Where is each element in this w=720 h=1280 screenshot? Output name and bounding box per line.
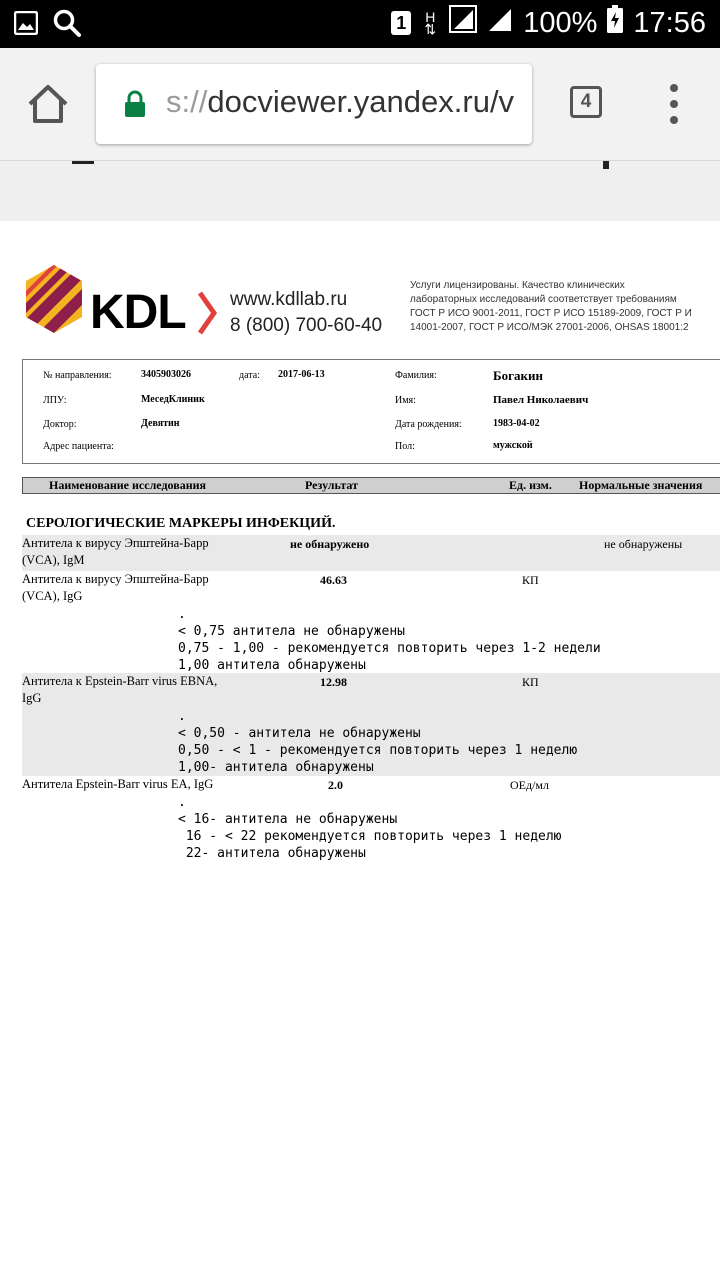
- test-result: 12.98: [320, 675, 347, 689]
- browser-toolbar: [0, 48, 720, 161]
- test-name: Антитела Epstein-Barr virus EA, IgG: [22, 777, 214, 791]
- chevron-icon: [196, 291, 218, 335]
- test-unit: КП: [522, 573, 539, 587]
- document-page: [0, 221, 720, 1280]
- lab-website: www.kdllab.ru: [230, 289, 348, 310]
- clock: 17:56: [633, 6, 706, 39]
- lpu-value: МеседКлиник: [141, 394, 205, 405]
- surname-label: Фамилия:: [395, 370, 437, 381]
- home-button[interactable]: [24, 80, 72, 128]
- first-name-value: Павел Николаевич: [493, 394, 589, 406]
- birth-date-value: 1983-04-02: [493, 418, 540, 429]
- birth-date-label: Дата рождения:: [395, 419, 462, 430]
- battery-icon: [607, 5, 623, 41]
- test-result: 46.63: [320, 573, 347, 587]
- column-result: Результат: [305, 478, 359, 492]
- table-row: [22, 535, 720, 571]
- overflow-menu-button[interactable]: [664, 84, 684, 124]
- address-bar[interactable]: [96, 64, 532, 144]
- gallery-icon: [14, 11, 38, 39]
- test-result: не обнаружено: [290, 537, 370, 551]
- certification-text: Услуги лицензированы. Качество клинических лабораторных исследований соответствует требованиям ГОСТ Р ИСО 9001-2011, ГОСТ Р ИСО 15189-2009, ГОСТ Р И 14001-2007, ГОСТ Р ИСО/МЭК 27001-2006, OHSAS 18001:2: [410, 280, 692, 333]
- test-name: Антитела к вирусу Эпштейна-Барр (VCA), IgG: [22, 572, 209, 603]
- sim-badge: 1: [391, 11, 411, 35]
- results-table-header: [22, 477, 720, 494]
- referral-value: 3405903026: [141, 369, 191, 380]
- test-name: Антитела к Epstein-Barr virus EBNA, IgG: [22, 674, 218, 705]
- lock-icon: [124, 90, 146, 118]
- sex-label: Пол:: [395, 441, 415, 452]
- network-type-icon: H ⇅: [424, 9, 437, 37]
- reference-ranges: . < 0,75 антитела не обнаружены 0,75 - 1,00 - рекомендуется повторить через 1-2 недели 1,00 антитела обнаружены: [178, 607, 601, 673]
- signal-icon-2: [487, 5, 513, 41]
- test-unit: КП: [522, 675, 539, 689]
- test-unit: ОЕд/мл: [510, 778, 550, 792]
- date-value: 2017-06-13: [278, 369, 325, 380]
- patient-info-box: [22, 359, 720, 464]
- battery-percent: 100%: [523, 6, 598, 39]
- page-separator: [0, 161, 720, 221]
- search-icon: [52, 8, 82, 42]
- first-name-label: Имя:: [395, 395, 416, 406]
- doctor-label: Доктор:: [43, 419, 77, 430]
- test-result: 2.0: [328, 778, 343, 792]
- column-unit: Ед. изм.: [509, 478, 552, 492]
- lpu-label: ЛПУ:: [43, 395, 67, 406]
- column-name: Наименование исследования: [49, 478, 207, 492]
- surname-value: Богакин: [493, 368, 543, 383]
- signal-icon: [449, 5, 477, 41]
- test-name: Антитела к вирусу Эпштейна-Барр (VCA), IgM: [22, 536, 209, 567]
- referral-label: № направления:: [43, 370, 112, 381]
- table-row: [22, 673, 720, 776]
- home-icon: [24, 80, 72, 128]
- reference-ranges: . < 16- антитела не обнаружены 16 - < 22 рекомендуется повторить через 1 неделю 22- антитела обнаружены: [178, 795, 562, 861]
- doctor-value: Девятин: [141, 418, 180, 429]
- kdl-logo-icon: [24, 265, 84, 333]
- url-text[interactable]: s://docviewer.yandex.ru/v: [166, 84, 515, 119]
- lab-phone: 8 (800) 700-60-40: [230, 315, 383, 336]
- reference-ranges: . < 0,50 - антитела не обнаружены 0,50 - < 1 - рекомендуется повторить через 1 неделю 1,00- антитела обнаружены: [178, 709, 578, 775]
- section-title: СЕРОЛОГИЧЕСКИЕ МАРКЕРЫ ИНФЕКЦИЙ.: [26, 516, 336, 531]
- test-norm: не обнаружены: [604, 537, 683, 551]
- address-label: Адрес пациента:: [43, 441, 114, 452]
- brand-name: KDL: [90, 286, 186, 339]
- table-row: [22, 776, 720, 866]
- table-row: [22, 571, 720, 673]
- date-label: дата:: [239, 370, 260, 381]
- column-norm: Нормальные значения: [579, 478, 703, 492]
- tab-switcher-button[interactable]: 4: [570, 86, 602, 118]
- sex-value: мужской: [493, 440, 533, 451]
- status-bar: [0, 0, 720, 48]
